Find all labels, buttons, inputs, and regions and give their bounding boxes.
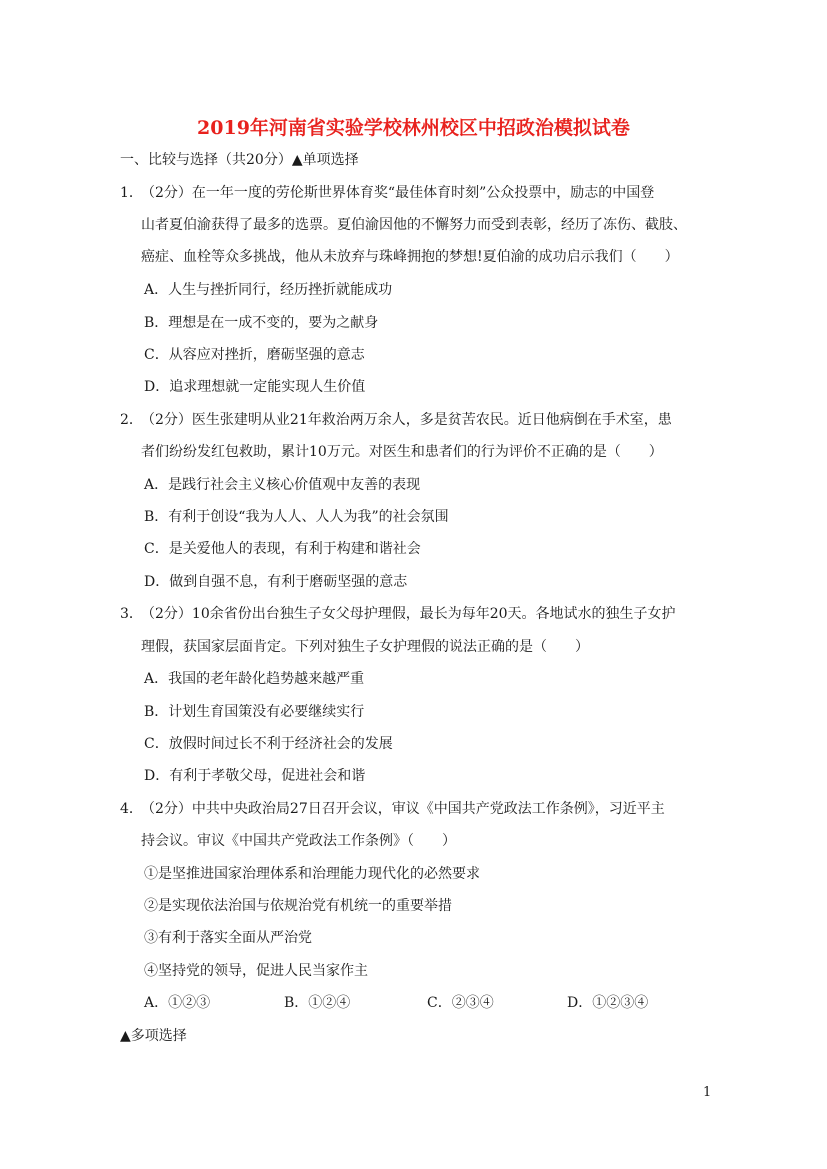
question-1-line-1 (120, 183, 654, 203)
question-number: 4． (120, 801, 143, 817)
question-4-statement-3: ③有利于落实全面从严治党 (144, 930, 312, 946)
question-3-option-b: B．计划生育国策没有必要继续实行 (144, 704, 365, 720)
question-4-line-1 (120, 799, 665, 819)
question-4-statement-1: ①是坚推进国家治理体系和治理能力现代化的必然要求 (144, 866, 480, 882)
question-1-option-a: A．人生与挫折同行，经历挫折就能成功 (144, 282, 393, 298)
question-2-line-2: 者们纷纷发红包救助，累计10万元。对医生和患者们的行为评价不正确的是（ ） (141, 444, 663, 460)
question-4-option-c: C．②③④ (427, 995, 494, 1011)
question-3-option-d: D．有利于孝敬父母，促进社会和谐 (144, 768, 366, 784)
page-title: 2019年河南省实验学校林州校区中招政治模拟试卷 (197, 117, 630, 139)
page-number: 1 (703, 1085, 712, 1100)
question-text: （2分）中共中央政治局27日召开会议，审议《中国共产党政法工作条例》，习近平主 (141, 801, 665, 817)
question-1-option-b: B．理想是在一成不变的，要为之献身 (144, 315, 379, 331)
question-4-option-a: A．①②③ (144, 995, 211, 1011)
question-4-options-row (0, 993, 827, 1013)
question-3-option-a: A．我国的老年龄化趋势越来越严重 (144, 671, 365, 687)
question-number: 2． (120, 412, 143, 428)
question-text: （2分）在一年一度的劳伦斯世界体育奖“最佳体育时刻”公众投票中，励志的中国登 (141, 185, 655, 201)
question-2-option-d: D．做到自强不息，有利于磨砺坚强的意志 (144, 574, 408, 590)
section-heading-single-choice: 一、比较与选择（共20分）▲单项选择 (120, 152, 359, 168)
question-4-option-b: B．①②④ (284, 995, 351, 1011)
question-2-option-a: A．是践行社会主义核心价值观中友善的表现 (144, 477, 421, 493)
question-number: 1． (120, 185, 143, 201)
question-1-option-d: D．追求理想就一定能实现人生价值 (144, 379, 366, 395)
question-1-option-c: C．从容应对挫折，磨砺坚强的意志 (144, 347, 365, 363)
question-4-statement-2: ②是实现依法治国与依规治党有机统一的重要举措 (144, 898, 452, 914)
question-4-statement-4: ④坚持党的领导，促进人民当家作主 (144, 963, 368, 979)
question-2-option-b: B．有利于创设“我为人人、人人为我”的社会氛围 (144, 509, 449, 525)
question-4-line-2: 持会议。审议《中国共产党政法工作条例》（ ） (141, 833, 456, 849)
question-3-line-1 (120, 604, 676, 624)
question-1-line-2: 山者夏伯渝获得了最多的选票。夏伯渝因他的不懈努力而受到表彰，经历了冻伤、截肢、 (141, 217, 687, 233)
question-1-line-3: 癌症、血栓等众多挑战，他从未放弃与珠峰拥抱的梦想!夏伯渝的成功启示我们（ ） (141, 249, 679, 265)
question-text: （2分）医生张建明从业21年救治两万余人，多是贫苦农民。近日他病倒在手术室，患 (141, 412, 672, 428)
question-2-line-1 (120, 410, 672, 430)
question-2-option-c: C．是关爱他人的表现，有利于构建和谐社会 (144, 541, 421, 557)
section-heading-multiple-choice: ▲多项选择 (120, 1028, 187, 1044)
question-3-option-c: C．放假时间过长不利于经济社会的发展 (144, 736, 393, 752)
question-text: （2分）10余省份出台独生子女父母护理假，最长为每年20天。各地试水的独生子女护 (141, 606, 676, 622)
question-number: 3． (120, 606, 143, 622)
question-4-option-d: D．①②③④ (567, 995, 649, 1011)
question-3-line-2: 理假，获国家层面肯定。下列对独生子女护理假的说法正确的是（ ） (141, 639, 589, 655)
